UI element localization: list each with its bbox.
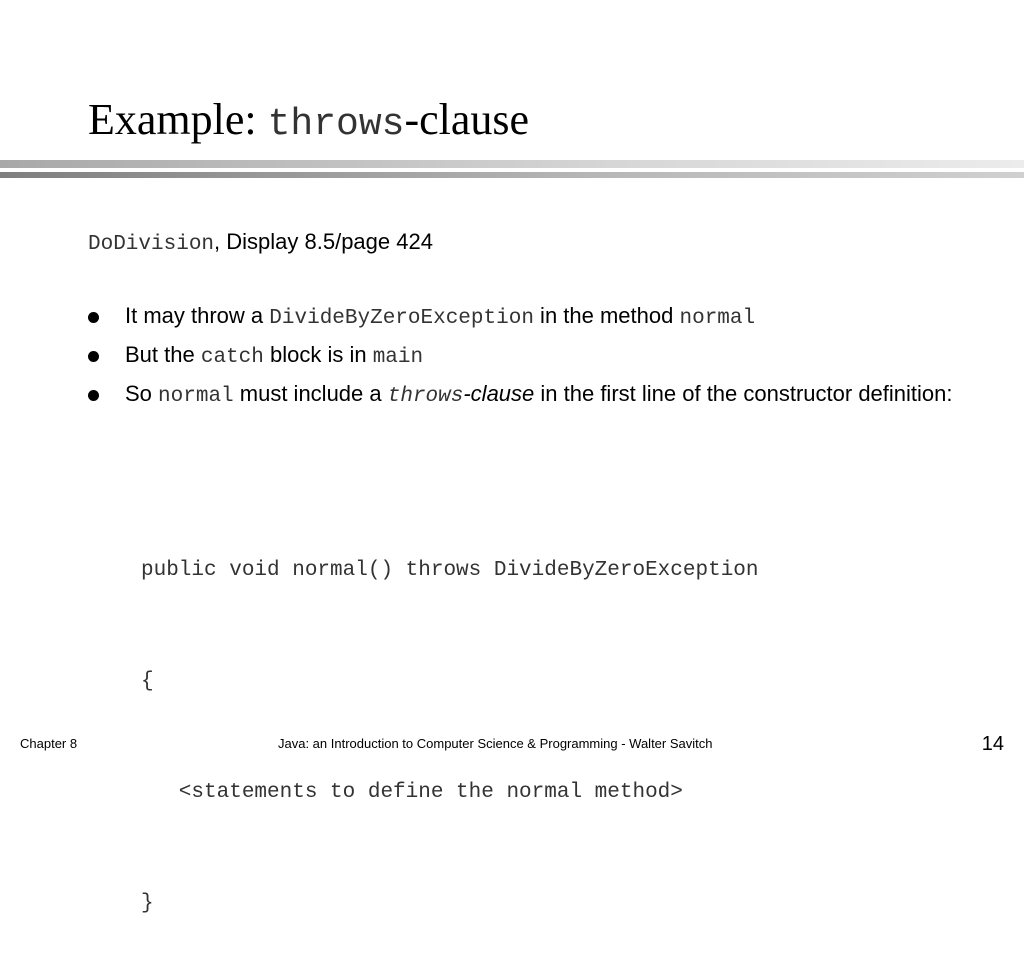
slide-title [88, 92, 529, 153]
bullet-code: normal [679, 307, 756, 330]
bullet-text: in the first line of the constructor definition: [534, 381, 953, 406]
bullet-dot-icon [88, 351, 99, 362]
display-reference [88, 228, 433, 259]
bullet-dot-icon [88, 390, 99, 401]
footer-chapter: Chapter 8 [20, 736, 78, 751]
bullet-text-italic: -clause [463, 381, 535, 406]
bullet-text: block is in [263, 342, 373, 367]
bullet-text: must include a [233, 381, 388, 406]
title-suffix: -clause [404, 95, 530, 144]
code-line: public void normal() throws DivideByZeroException [141, 559, 759, 582]
bullet-code-italic: throws [387, 385, 464, 408]
title-divider-top [0, 160, 1024, 168]
bullet-text: in the method [533, 303, 680, 328]
bullet-code: main [372, 346, 424, 369]
page-number: 14 [981, 733, 1004, 755]
footer-book-title: Java: an Introduction to Computer Science & Programming - Walter Savitch [278, 736, 713, 751]
title-code: throws [267, 103, 405, 146]
code-line: { [141, 670, 154, 693]
bullet-dot-icon [88, 312, 99, 323]
code-block [141, 478, 759, 959]
bullet-item [88, 339, 988, 374]
bullet-code: DivideByZeroException [269, 307, 534, 330]
bullet-list [88, 300, 988, 417]
reference-text: , Display 8.5/page 424 [214, 229, 433, 254]
bullet-text: But the [125, 342, 201, 367]
title-divider-bottom [0, 172, 1024, 178]
code-line: } [141, 892, 154, 915]
bullet-item [88, 378, 988, 413]
code-line: <statements to define the normal method> [141, 781, 683, 804]
title-prefix: Example: [88, 95, 268, 144]
bullet-item [88, 300, 988, 335]
bullet-text: It may throw a [125, 303, 270, 328]
bullet-code: normal [158, 385, 234, 408]
bullet-code: catch [200, 346, 264, 369]
reference-code: DoDivision [88, 233, 215, 256]
bullet-text: So [125, 381, 159, 406]
